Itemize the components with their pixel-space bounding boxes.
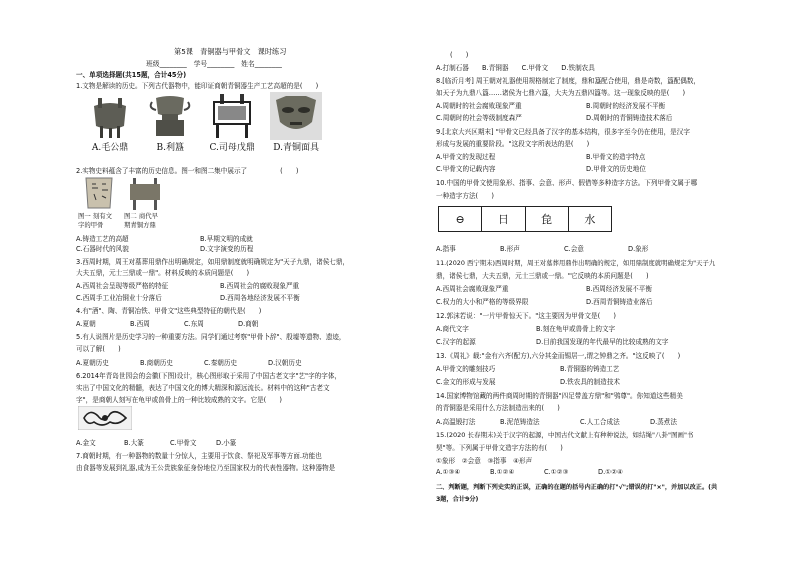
q10-option-b: B.形声: [500, 245, 520, 253]
q13-option-b: B.青铜器的铸造工艺: [560, 365, 620, 373]
student-info-fields: 班级________ 学号________ 姓名________: [146, 60, 282, 68]
q2-option-b: B.早期文明的成就: [200, 235, 253, 243]
caption-figure-1-line1: 图一 刻有文: [78, 212, 112, 220]
page-title: 第5课 青铜器与甲骨文 课时练习: [174, 47, 287, 56]
q5-option-d: D.汉朝历史: [268, 359, 302, 367]
question-13: 13.《周礼》载:"金有六齐(配方),六分其金而锡居一,谓之钟鼎之齐。"这反映了( ): [436, 352, 681, 360]
caption-option-c: C.司母戊鼎: [209, 143, 255, 153]
caption-figure-2-line1: 图二 商代早: [124, 212, 158, 220]
q9-option-b: B.甲骨文的造字特点: [586, 153, 646, 161]
q2-option-d: D.文字演变的历程: [200, 245, 254, 253]
question-3-line2: 大夫五鼎，元士三鼎或一鼎"。材料反映的本质问题是( ): [76, 269, 250, 277]
q2-option-a: A.铸造工艺的高超: [76, 235, 129, 243]
q5-option-c: C.秦朝历史: [204, 359, 238, 367]
q15-option-a: A.①③④: [436, 468, 461, 476]
q3-option-c: C.西周手工业冶铜业十分落后: [76, 294, 162, 302]
q8-option-d: D.周朝时的青铜铸造技术落后: [586, 114, 673, 122]
question-1: 1.文物是解读的历史。下列古代器物中，能印证商朝青铜器生产工艺高超的是( ): [76, 82, 319, 90]
question-9-line1: 9.[北京大兴区期末] "甲骨文已经具备了汉字的基本结构，很多字至今仍在使用，是汉字: [436, 128, 690, 136]
oracle-glyph-2: 日: [482, 207, 525, 231]
question-7-line2: 由食器等发展到礼器,成为王公贵族象征身份地位乃至国家权力的代表性器物。这种器物是: [76, 464, 336, 472]
q15-option-b: B.①②④: [490, 468, 515, 476]
artifact-maogong-ding: [84, 92, 136, 153]
q14-option-a: A.高温锻打法: [436, 418, 476, 426]
question-2: 2.实物史料蕴含了丰富的历史信息。图一和图二集中展示了 ( ): [76, 167, 299, 175]
q12-option-b: B.刻在龟甲或兽骨上的文字: [536, 325, 616, 333]
q8-option-b: B.周朝时的经济发展不平衡: [586, 102, 666, 110]
q4-option-a: A.夏朝: [76, 320, 96, 328]
q10-option-a: A.指事: [436, 245, 456, 253]
question-14-line1: 14.国家博物馆藏的两件商周时期的青铜器"四足带盖方鼎"和"鸮尊"。你知道这些精美: [436, 392, 683, 400]
expo-emblem-image: [78, 406, 132, 434]
q10-option-c: C.会意: [564, 245, 584, 253]
question-9-line2: 形成与发展的重要阶段。"这段文字所表达的是( ): [436, 140, 590, 148]
q7-answer-bracket: ( ): [450, 51, 469, 59]
q5-option-a: A.夏朝历史: [76, 359, 109, 367]
q13-option-d: D.铁农具的制造技术: [560, 378, 620, 386]
q9-option-a: A.甲骨文的发现过程: [436, 153, 496, 161]
q14-option-d: D.蒸煮法: [650, 418, 677, 426]
question-5-line2: 可以了解( ): [76, 345, 121, 353]
question-6-line3: 字"，是商朝人刻写在龟甲或兽骨上的一种比较成熟的文字。它是( ): [76, 396, 282, 404]
q6-option-d: D.小篆: [216, 439, 237, 447]
q6-option-c: C.甲骨文: [170, 439, 197, 447]
question-14-line2: 的青铜器是采用什么方法制造出来的( ): [436, 404, 560, 412]
q15-items: ①象形 ②会意 ③指事 ④形声: [436, 457, 533, 465]
q6-option-b: B.大篆: [124, 439, 144, 447]
q12-option-c: C.汉字的起源: [436, 338, 476, 346]
q9-option-c: C.甲骨文的记载内容: [436, 165, 496, 173]
oracle-glyph-3: 㲋: [526, 207, 569, 231]
artifact-simuwu-ding: [204, 92, 260, 153]
q14-option-b: B.泥范铸造法: [500, 418, 540, 426]
q3-option-b: B.西周社会的腐败现象严重: [220, 282, 300, 290]
q12-option-d: D.目前我国发现的年代最早的比较成熟的文字: [536, 338, 669, 346]
q3-option-d: D.西周各地经济发展不平衡: [220, 294, 300, 302]
caption-figure-1-line2: 字的甲骨: [78, 221, 104, 229]
question-6-line2: 实出了中国文化的精髓，表达了中国文化的博大精深和源远流长。材料中的这种"古老文: [76, 384, 330, 392]
question-8-line2: 如天子为九鼎八簋……诸侯为七鼎六簋，大夫为五鼎四簋等。这一现象反映的是( ): [436, 89, 686, 97]
oracle-glyph-4: 水: [584, 213, 596, 226]
q12-option-a: A.商代文字: [436, 325, 469, 333]
section-heading-true-false-line1: 二、判断题，判断下列史实的正误，正确的在题的括号内正确的打"√";错误的打"×"，并加以改正。(共: [436, 484, 718, 491]
q15-option-d: D.①②④: [598, 468, 623, 476]
question-11-line2: 鼎，诸侯七鼎，大夫五鼎，元士三鼎或一鼎。"它反映的本质问题是( ): [436, 272, 649, 280]
q13-option-a: A.甲骨文的雕刻技巧: [436, 365, 496, 373]
q4-option-b: B.西周: [130, 320, 150, 328]
question-8-line1: 8.[临沂月考] 周王朝对礼器使用规格制定了制度，鼎和簋配合使用，鼎是奇数，簋配偶数，: [436, 77, 701, 85]
question-15-line2: 契"等。下列属于甲骨文造字方法的有( ): [436, 444, 563, 452]
question-6-line1: 6.2014年青岛世园会的会徽(下图)设计，核心图形取于采用了中国古老文字"艺"字的字体，: [76, 372, 342, 380]
q11-option-b: B.西周经济发展不平衡: [586, 285, 652, 293]
oracle-bone-image: [82, 176, 116, 214]
q8-option-a: A.周朝时的社会腐败现象严重: [436, 102, 522, 110]
question-15-line1: 15.(2020 长春期末)关于汉字的起源，中国古代文献上有种种说法，如结绳"八卦"图画"书: [436, 431, 694, 439]
q11-option-a: A.西周社会腐败现象严重: [436, 285, 509, 293]
question-11-line1: 11.(2020 西宁期末)西周时期，周王对墓葬用鼎作出明确的规定，如用鼎制度就明确规定为"天子九: [436, 259, 716, 267]
bronze-square-ding-image: [125, 176, 165, 214]
q9-option-d: D.甲骨文的历史地位: [586, 165, 646, 173]
q15-option-c: C.①②③: [544, 468, 569, 476]
q10-option-d: D.象形: [628, 245, 649, 253]
caption-option-a: A.毛公鼎: [91, 143, 129, 153]
q4-option-c: C.东周: [184, 320, 204, 328]
q2-option-c: C.石器时代的风貌: [76, 245, 129, 253]
oracle-glyph-table: [438, 206, 612, 232]
caption-option-b: B.利簋: [156, 143, 184, 153]
q11-option-c: C.权力的大小和严格的等级界限: [436, 298, 529, 306]
caption-figure-2-line2: 期青铜方鼎: [124, 221, 156, 229]
q3-option-a: A.西周社会呈现等级严格的特征: [76, 282, 169, 290]
question-4: 4.有"酒"、陶、青铜冶铁、甲骨文"这些典型特征的朝代是( ): [76, 307, 262, 315]
q8-option-c: C.周朝时的社会等级制度森严: [436, 114, 522, 122]
question-7-line1: 7.商朝时期，有一种器物的数量十分惊人，主要用于饮食、祭祀及军事等方面.功能也: [76, 452, 322, 460]
oracle-glyph-1: ⊖: [439, 207, 482, 231]
question-3-line1: 3.西周时期，周王对墓葬用鼎作出明确规定，如用鼎制度就明确规定为"天子九鼎，诸侯七鼎，: [76, 258, 350, 266]
question-12: 12.郭沫若说："一片甲骨惊天下。"这主要因为甲骨文是( ): [436, 312, 616, 320]
q4-option-d: D.商朝: [238, 320, 259, 328]
section-heading-true-false-line2: 3题，合计9分): [436, 496, 479, 503]
question-10-line2: 一种造字方法( ): [436, 192, 494, 200]
q7-options: A.打制石器 B.青铜器 C.甲骨文 D.铁制农具: [436, 64, 595, 72]
q11-option-d: D.西周青铜铸造业落后: [586, 298, 653, 306]
artifact-li-gui: [144, 92, 196, 153]
q6-option-a: A.金文: [76, 439, 96, 447]
q13-option-c: C.金文的形成与发展: [436, 378, 496, 386]
artifact-bronze-mask: [268, 92, 324, 153]
question-5-line1: 5.有人说图片是历史学习的一种重要方法。同学们通过考察"甲骨卜辞"、殷墟等遗物、遗迹，: [76, 333, 346, 341]
section-heading-choice: 一、单项选择题(共15题，合计45分): [76, 71, 187, 79]
question-10-line1: 10.中国的甲骨文使用象形、指事、会意、形声、假借等多种造字方法。下列甲骨文属于哪: [436, 179, 698, 187]
q5-option-b: B.商朝历史: [140, 359, 173, 367]
caption-option-d: D.青铜面具: [273, 143, 319, 153]
q14-option-c: C.人工合成法: [580, 418, 620, 426]
